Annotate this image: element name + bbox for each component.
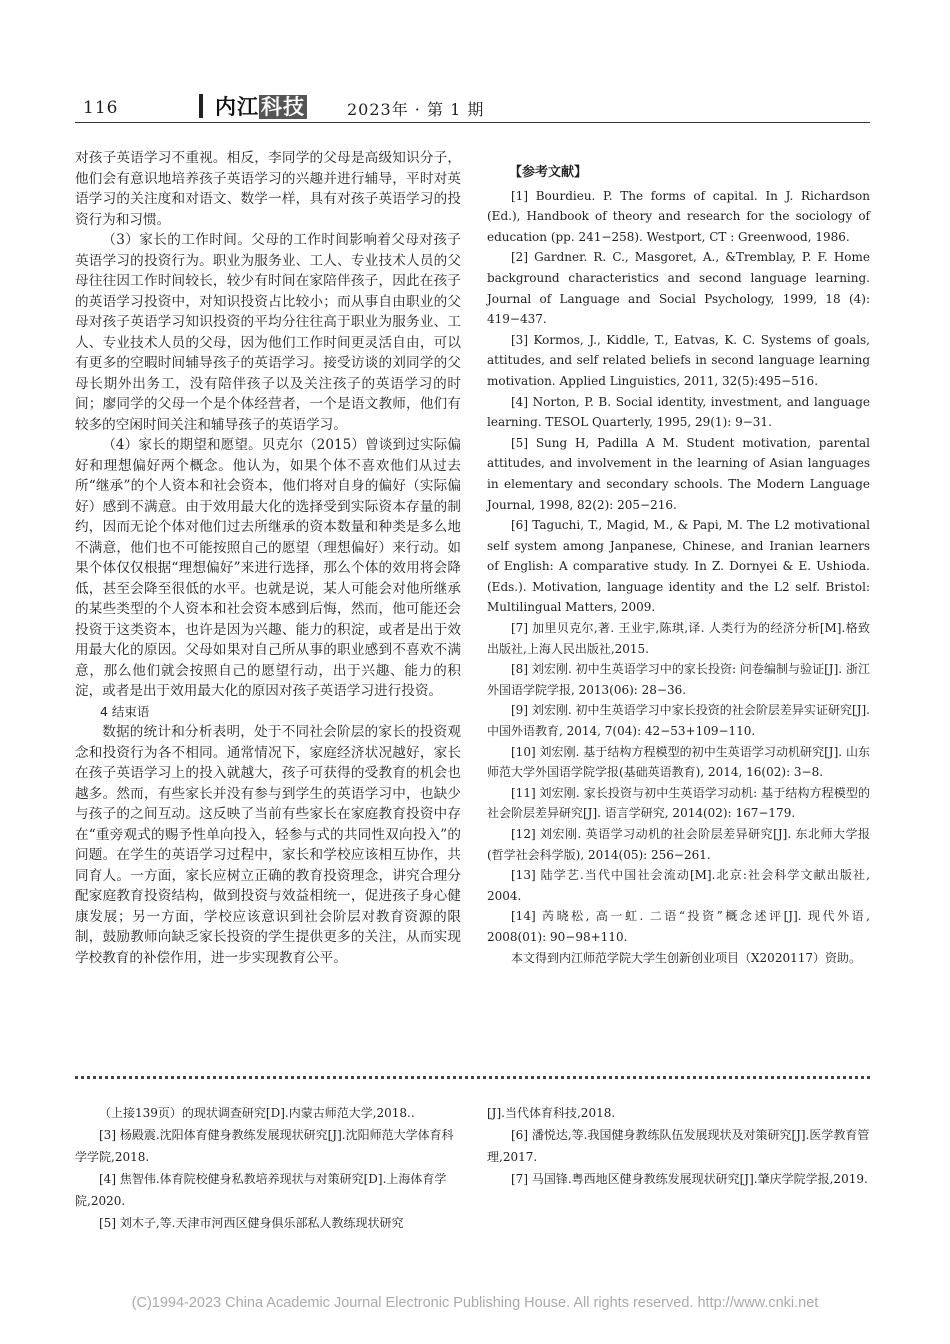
- issue-label: 2023年 · 第 1 期: [347, 100, 485, 119]
- reference-item: [11] 刘宏刚. 家长投资与初中生英语学习动机: 基于结构方程模型的社会阶层差异研究[J]. 语言学研究, 2014(02): 167−179.: [487, 785, 870, 821]
- continued-reference-item: [4] 焦智伟.体育院校健身私教培养现状与对策研究[D].上海体育学院,2020.: [75, 1172, 447, 1208]
- reference-item: [7] 加里贝克尔,著. 王业宇,陈琪,译. 人类行为的经济分析[M].格致出版社,上海人民出版社,2015.: [487, 621, 870, 656]
- reference-item: [3] Kormos, J., Kiddle, T., Eatvas, K. C. Systems of goals, attitudes, and self related beliefs in second language learning motivation. Applied Linguistics, 2011, 32(5):495−516.: [487, 332, 870, 388]
- journal-logo-part2: 科技: [261, 95, 305, 119]
- continued-reference-item: [6] 潘悦达,等.我国健身教练队伍发展现状及对策研究[J].医学教育管理,2017.: [487, 1128, 870, 1164]
- continued-reference-item: [5] 刘木子,等.天津市河西区健身俱乐部私人教练现状研究: [99, 1216, 404, 1230]
- header-divider-bar: [199, 94, 203, 118]
- body-paragraph: （4）家长的期望和愿望。贝克尔（2015）曾谈到过实际偏好和理想偏好两个概念。他认为，如果个体不喜欢他们从过去所“继承”的个人资本和社会资本，他们将对自身的偏好（实际偏好）感到不满意。由于效用最大化的选择受到实际资本存量的制约，因而无论个体对他们过去所继承的资本数量和种类是多么地不满意，他们也不可能按照自己的愿望（理想偏好）来行动。如果个体仅仅根据“理想偏好”来进行选择，那么个体的效用将会降低，甚至会降至很低的水平。也就是说，某人可能会对他所继承的某些类型的个人资本和社会资本感到后悔，然而，他可能还会投资于这类资本，也许是因为兴趣、能力的积淀，或者是出于效用最大化的原因。父母如果对自己所从事的职业感到不喜欢不满意，那么他们就会按照自己的愿望行动，出于兴趣、能力的积淀，或者是出于效用最大化的原因对孩子英语学习进行投资。: [75, 437, 461, 699]
- continued-references-right: [487, 1102, 870, 1190]
- reference-item: [14] 芮晓松, 高一虹. 二语“投资”概念述评[J]. 现代外语, 2008(01): 90−98+110.: [487, 909, 870, 944]
- continued-reference-item: [3] 杨殿震.沈阳体育健身教练发展现状研究[J].沈阳师范大学体育科学学院,2018.: [75, 1128, 454, 1164]
- journal-logo-part1: 内江: [215, 95, 259, 119]
- reference-item: [2] Gardner. R. C., Masgoret, A., &Tremblay, P. F. Home background characteristics and second language learning. Journal of Language and Social Psychology, 1999, 18 (4): 419−437.: [487, 250, 870, 327]
- section-title: 4 结束语: [100, 703, 150, 719]
- reference-item: [5] Sung H, Padilla A M. Student motivation, parental attitudes, and involvement in the learning of Asian languages in elementary and secondary schools. The Modern Language Journal, 1998, 82(2): 205−216.: [487, 435, 870, 512]
- body-paragraph: 对孩子英语学习不重视。相反，李同学的父母是高级知识分子，他们会有意识地培养孩子英语学习的兴趣并进行辅导，平时对英语学习的关注度和对语文、数学一样，具有对孩子英语学习的投资行为和习惯。: [75, 150, 461, 228]
- body-paragraph: （3）家长的工作时间。父母的工作时间影响着父母对孩子英语学习的投资行为。职业为服务业、工人、专业技术人员的父母往往因工作时间较长，较少有时间在家陪伴孩子，因此在孩子的英语学习投资中，对知识投资占比较小；而从事自由职业的父母对孩子英语学习知识投资的平均分往往高于职业为服务业、工人、专业技术人员的父母，因为他们工作时间更灵活自由，可以有更多的空暇时间辅导孩子的英语学习。接受访谈的刘同学的父母长期外出务工，没有陪伴孩子以及关注孩子的英语学习的时间；廖同学的父母一个是个体经营者，一个是语文教师，他们有较多的空闲时间关注和辅导孩子的英语学习。: [75, 232, 461, 433]
- continued-references-left: [75, 1102, 457, 1234]
- reference-item: [8] 刘宏刚. 初中生英语学习中的家长投资: 问卷编制与验证[J]. 浙江外国语学院学报, 2013(06): 28−36.: [487, 662, 870, 697]
- conclusion-paragraph: 数据的统计和分析表明，处于不同社会阶层的家长的投资观念和投资行为各不相同。通常情况下，家庭经济状况越好，家长在孩子英语学习上的投入就越大，孩子可获得的受教育的机会也越多。然而，有些家长并没有参与到学生的英语学习中，也缺少与孩子的之间互动。这反映了当前有些家长在家庭教育投资中存在“重旁观式的赐予性单向投入，轻参与式的共同性双向投入”的问题。在学生的英语学习过程中，家长和学校应该相互协作，共同育人。一方面，家长应树立正确的教育投资理念，讲究合理分配家庭教育投资结构，做到投资与效益相统一，促进孩子身心健康发展；另一方面，学校应该意识到社会阶层对教育资源的限制，鼓励教师向缺乏家长投资的学生提供更多的关注，从而实现学校教育的补偿作用，进一步实现教育公平。: [75, 724, 461, 966]
- funding-note: 本文得到内江师范学院大学生创新创业项目（X2020117）资助。: [511, 950, 861, 965]
- reference-item: [9] 刘宏刚. 初中生英语学习中家长投资的社会阶层差异实证研究[J]. 中国外语教育, 2014, 7(04): 42−53+109−110.: [487, 703, 870, 739]
- reference-item: [4] Norton, P. B. Social identity, investment, and language learning. TESOL Quarterly, 1995, 29(1): 9−31.: [487, 394, 870, 430]
- reference-item: [6] Taguchi, T., Magid, M., & Papi, M. The L2 motivational self system among Janpanese, Chinese, and Iranian learners of English: A comparative study. In Z. Dornyei & E. Ushioda. (Eds.). Motivation, language identity and the L2 self. Bristol: Multilingual Matters, 2009.: [487, 518, 870, 615]
- references-title: 【参考文献】: [509, 165, 588, 180]
- reference-item: [12] 刘宏刚. 英语学习动机的社会阶层差异研究[J]. 东北师大学报(哲学社会科学版), 2014(05): 256−261.: [487, 827, 870, 862]
- references-column: [487, 163, 870, 968]
- left-column: [75, 148, 461, 968]
- continued-reference-item: [7] 马国锋.粤西地区健身教练发展现状研究[J].肇庆学院学报,2019.: [511, 1172, 868, 1186]
- reference-item: [13] 陆学艺.当代中国社会流动[M].北京:社会科学文献出版社, 2004.: [487, 868, 870, 903]
- copyright-watermark: (C)1994-2023 China Academic Journal Electronic Publishing House. All rights reserved. http://www.cnki.net: [131, 1295, 819, 1311]
- page-number: 116: [83, 98, 119, 118]
- continued-reference-item: （上接139页）的现状调查研究[D].内蒙古师范大学,2018..: [99, 1106, 415, 1120]
- continued-reference-item: [J].当代体育科技,2018.: [487, 1106, 616, 1120]
- reference-item: [10] 刘宏刚. 基于结构方程模型的初中生英语学习动机研究[J]. 山东师范大学外国语学院学报(基础英语教育), 2014, 16(02): 3−8.: [487, 744, 870, 780]
- reference-item: [1] Bourdieu. P. The forms of capital. In J. Richardson (Ed.), Handbook of theory and research for the sociology of education (pp. 241−258). Westport, CT : Greenwood, 1986.: [487, 188, 870, 244]
- dotted-divider: [75, 1076, 870, 1079]
- page-header: [75, 86, 870, 123]
- journal-logo: [215, 91, 307, 121]
